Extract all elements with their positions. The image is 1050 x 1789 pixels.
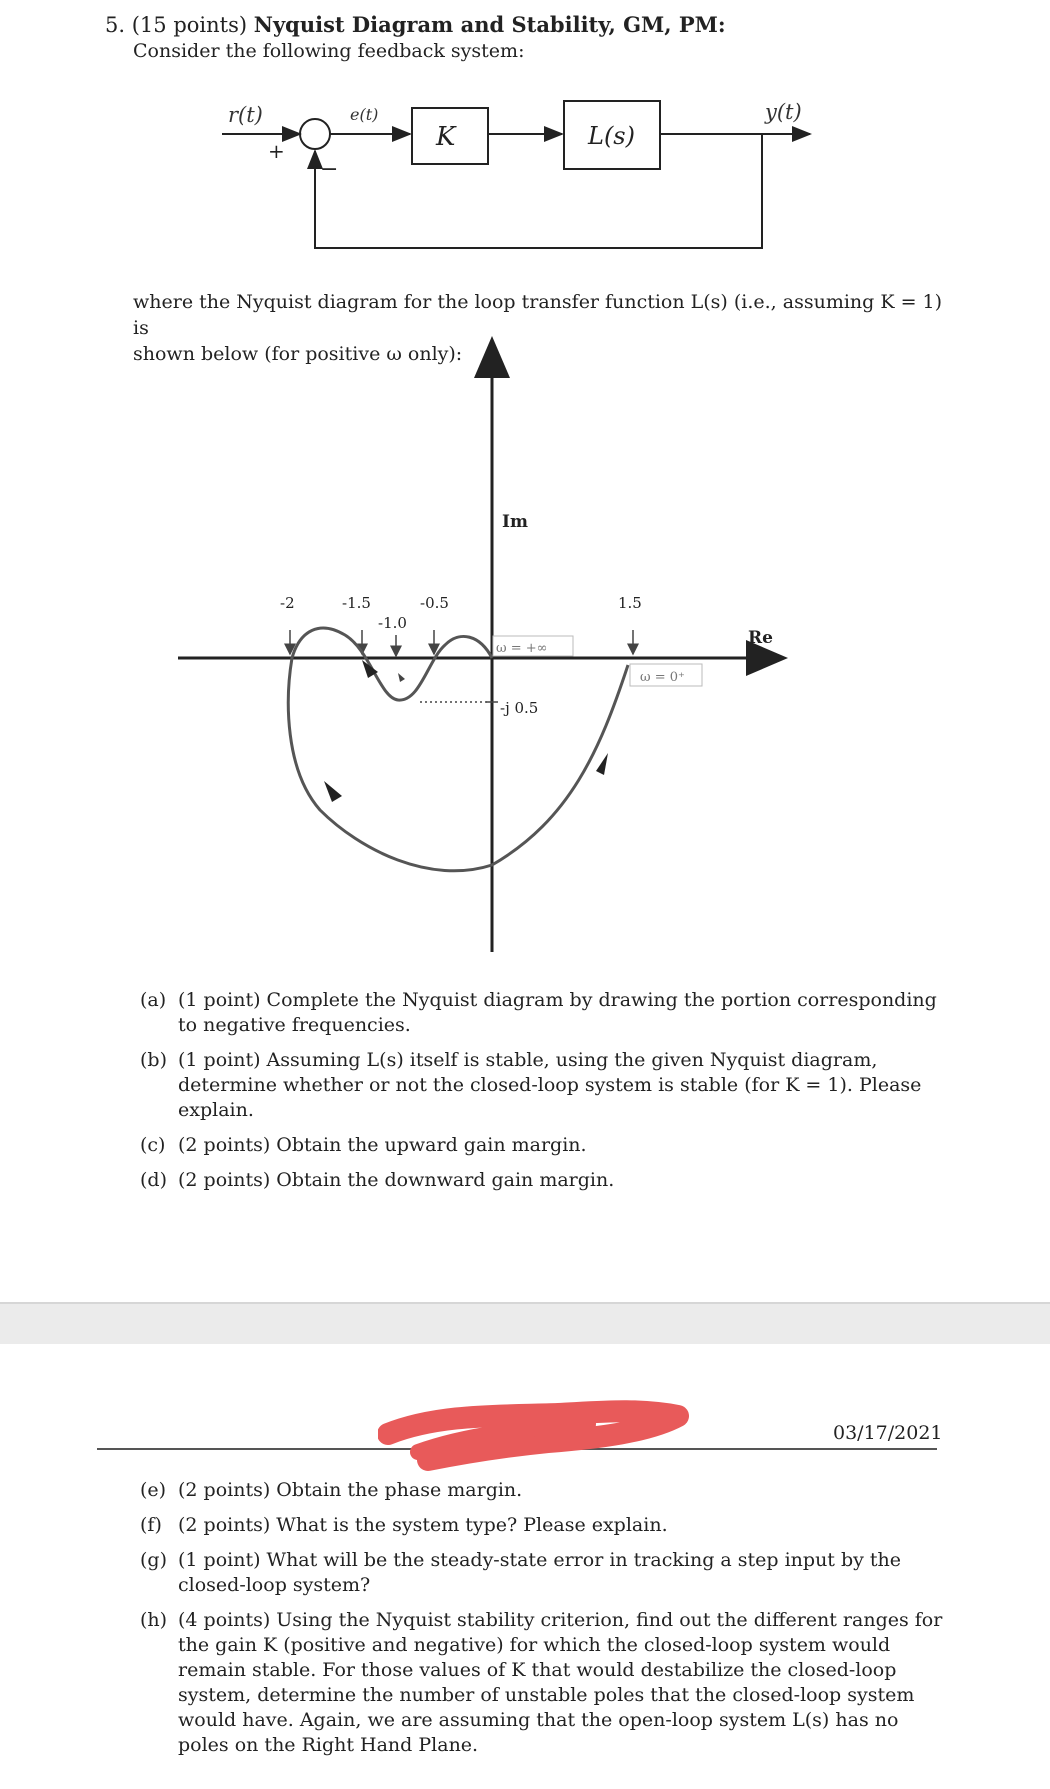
summing-junction — [300, 119, 330, 149]
w-zero-label: ω = 0⁺ — [640, 670, 685, 685]
question-number: 5. — [105, 13, 126, 37]
question-intro: Consider the following feedback system: — [133, 40, 525, 62]
part-a-text: (1 point) Complete the Nyquist diagram by drawing the portion corresponding to negative frequencies. — [178, 989, 937, 1036]
question-heading: Nyquist Diagram and Stability, GM, PM: — [253, 12, 726, 37]
part-h-text: (4 points) Using the Nyquist stability criterion, find out the different ranges for the gain K (positive and negative) for which the closed-loop system would remain stable. For those values of K that would destabilize the closed-loop system, determine the number of unstable poles that the closed-loop system would have. Again, we are assuming that the open-loop system L(s) has no poles on the Right Hand Plane. — [178, 1609, 943, 1756]
description-line-2: shown below (for positive ω only): — [133, 343, 463, 365]
part-c-text: (2 points) Obtain the upward gain margin. — [178, 1134, 587, 1156]
tick-label-minus-1-5: -1.5 — [342, 594, 371, 612]
part-g — [140, 1548, 950, 1598]
error-label: e(t) — [350, 105, 379, 124]
block-diagram — [0, 0, 1050, 270]
description-line-1: where the Nyquist diagram for the loop transfer function L(s) (i.e., assuming K = 1) is — [133, 291, 943, 339]
plant-block-label: L(s) — [588, 122, 635, 150]
minus-sign: − — [320, 157, 339, 182]
w-inf-label: ω = +∞ — [496, 641, 548, 656]
parts-page-1 — [140, 988, 950, 1203]
part-h — [140, 1608, 950, 1758]
input-label: r(t) — [228, 103, 263, 127]
question-points: (15 points) — [131, 13, 248, 37]
part-c-label: (c) — [140, 1134, 166, 1156]
part-c — [140, 1133, 950, 1158]
part-f-text: (2 points) What is the system type? Please explain. — [178, 1514, 668, 1536]
part-a — [140, 988, 950, 1038]
curve-arrow-right — [596, 753, 608, 775]
curve-marker-small — [398, 673, 405, 682]
nyquist-diagram — [0, 330, 1050, 970]
part-d-label: (d) — [140, 1169, 167, 1191]
feedback-path — [315, 134, 762, 248]
im-label: Im — [502, 512, 528, 532]
part-b — [140, 1048, 950, 1123]
redaction-scribble — [378, 1394, 698, 1474]
gain-block-label: K — [436, 122, 456, 152]
parts-page-2 — [140, 1478, 950, 1768]
part-f-label: (f) — [140, 1514, 162, 1536]
part-e — [140, 1478, 950, 1503]
part-g-label: (g) — [140, 1549, 167, 1571]
tick-label-minus-j-0-5: -j 0.5 — [500, 699, 539, 717]
part-f — [140, 1513, 950, 1538]
plus-sign: + — [268, 139, 285, 163]
page-separator — [0, 1304, 1050, 1344]
part-b-label: (b) — [140, 1049, 167, 1071]
part-g-text: (1 point) What will be the steady-state error in tracking a step input by the closed-loop system? — [178, 1549, 902, 1596]
tick-label-minus-2: -2 — [280, 594, 295, 612]
curve-arrow-left — [324, 781, 342, 802]
page-date: 03/17/2021 — [833, 1422, 943, 1444]
output-label: y(t) — [765, 100, 802, 124]
tick-label-minus-0-5: -0.5 — [420, 594, 449, 612]
tick-label-minus-1-0: -1.0 — [378, 614, 407, 632]
re-label: Re — [748, 628, 773, 648]
part-h-label: (h) — [140, 1609, 168, 1631]
part-e-text: (2 points) Obtain the phase margin. — [178, 1479, 523, 1501]
part-a-label: (a) — [140, 989, 167, 1011]
part-d-text: (2 points) Obtain the downward gain margin. — [178, 1169, 615, 1191]
part-d — [140, 1168, 950, 1193]
part-b-text: (1 point) Assuming L(s) itself is stable, using the given Nyquist diagram, determine whether or not the closed-loop system is stable (for K = 1). Please explain. — [178, 1049, 922, 1121]
part-e-label: (e) — [140, 1479, 167, 1501]
nyquist-curve — [288, 628, 628, 871]
tick-label-1-5: 1.5 — [618, 594, 642, 612]
